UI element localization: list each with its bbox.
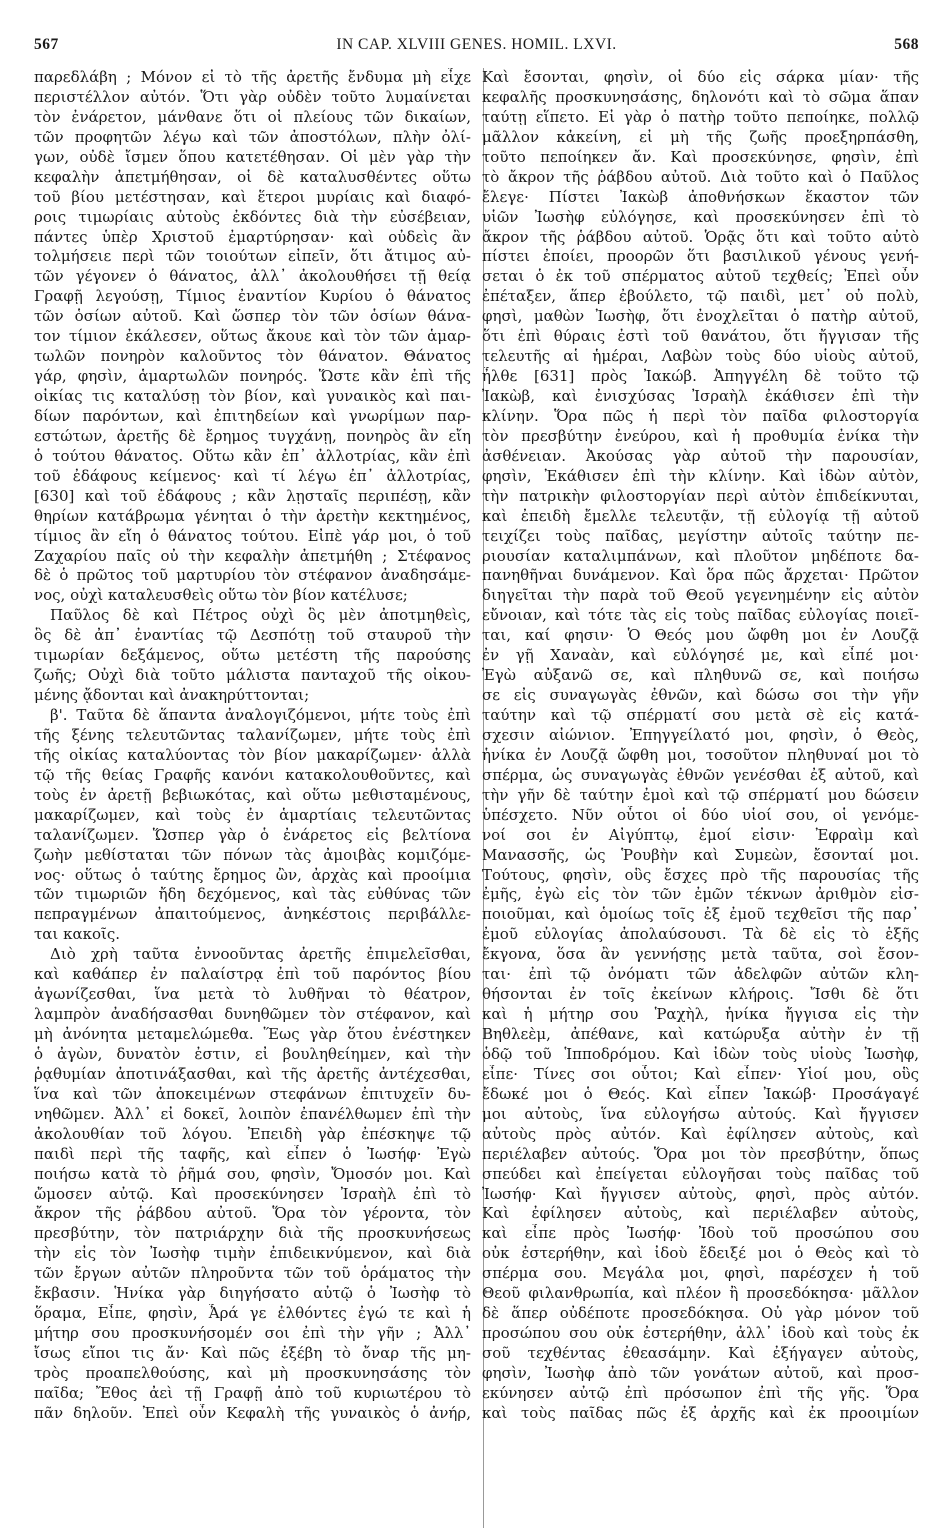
- text-line: κλίνην. Ὅρα πῶς ἡ περὶ τὸν παῖδα φιλοστοργία: [482, 406, 919, 425]
- text-line: τειχίζει τοὺς παῖδας, μεγίστην αὐτοῖς ταύτην πε-: [482, 526, 919, 545]
- text-line: ζωὴν μεθίσταται τῶν πόνων τὰς ἀμοιβὰς κομιζόμε-: [34, 845, 471, 864]
- text-line: ζωῆς; Οὐχὶ διὰ τοῦτο μάλιστα πανταχοῦ τῆς οἰκου-: [34, 666, 471, 685]
- text-line: ὁδῷ τοῦ Ἱπποδρόμου. Καὶ ἰδὼν τοὺς υἱοὺς Ἰωσὴφ,: [482, 1044, 919, 1063]
- text-line: τοῦ ἐδάφους κείμενος· καὶ τί λέγω ἐπ᾽ ἀλλοτρίας,: [34, 466, 471, 485]
- text-line: ἦλθε [631] πρὸς Ἰακώβ. Ἀπηγγέλη δὲ τοῦτο τῷ: [482, 367, 919, 386]
- text-line: κεφαλὴν ἀπετμήθησαν, οἱ δὲ καταλυσθέντες οὕτω: [34, 167, 471, 186]
- text-line: φησὶ, μαθὼν Ἰωσὴφ, ὅτι ἐνοχλεῖται ὁ πατὴρ αὐτοῦ,: [482, 307, 919, 326]
- running-title: IN CAP. XLVIII GENES. HOMIL. LXVI.: [336, 36, 617, 53]
- text-line: ἀκολουθίαν τοῦ λόγου. Ἐπειδὴ γὰρ ἐπέσκηψε τῷ: [34, 1124, 471, 1143]
- text-line: καὶ ἐπειδὴ ἔμελλε τελευτᾷν, τῇ εὐλογίᾳ τῇ αὐτοῦ: [482, 506, 919, 525]
- text-line: πάντες ὑπὲρ Χριστοῦ ἐμαρτύρησαν· καὶ οὐδεὶς ἂν: [34, 227, 471, 246]
- text-line: καὶ καθάπερ ἐν παλαίστρᾳ ἐπὶ τοῦ παρόντος βίου: [34, 965, 471, 984]
- page-number-right: 568: [894, 36, 919, 53]
- text-line: Διὸ χρὴ ταῦτα ἐννοοῦντας ἀρετῆς ἐπιμελεῖσθαι,: [50, 945, 471, 964]
- text-line: ὁ τούτου θάνατος. Οὕτω κἂν ἐπ᾽ ἀλλοτρίας, κἂν ἐπὶ: [34, 446, 471, 465]
- text-line: ἐπέταξεν, ἅπερ ἐβούλετο, τῷ παιδὶ, μετ᾽ οὐ πολὺ,: [482, 287, 919, 306]
- text-line: πανηθῆναι δυνάμενον. Καὶ ὅρα πῶς ἄρχεται· Πρῶτον: [482, 566, 919, 585]
- text-line: σπέρμα σου. Μεγάλα μοι, φησὶ, παρέσχεν ἡ τοῦ: [482, 1264, 919, 1283]
- text-line: ταύτῃ εἵπετο. Εἰ γὰρ ὁ πατὴρ τοῦτο πεποίηκε, πολλῷ: [482, 107, 919, 126]
- text-line: ριουσίαν καταλιμπάνων, καὶ πλοῦτον μηδέποτε δα-: [482, 546, 919, 565]
- text-line: τελευτῆς αἱ ἡμέραι, Λαβὼν τοὺς δύο υἱοὺς αὐτοῦ,: [482, 347, 919, 366]
- text-line: τῶν τιμωριῶν ἤδη δεχόμενος, καὶ τὰς εὐθύνας τῶν: [34, 885, 471, 904]
- text-line: Καὶ ἐφίλησεν αὐτοὺς, καὶ περιέλαβεν αὐτοὺς,: [482, 1204, 919, 1223]
- text-line: φησὶν, Ἰωσὴφ ἀπὸ τῶν γονάτων αὐτοῦ, καὶ προσ-: [482, 1363, 919, 1382]
- text-line: εὔνοιαν, καὶ τότε τὰς εἰς τοὺς παῖδας εὐλογίας ποιεῖ-: [482, 606, 919, 625]
- text-line: προσώπου σου οὐκ ἐστερήθην, ἀλλ᾽ ἰδοὺ καὶ τοὺς ἐκ: [482, 1324, 919, 1343]
- text-line: ῥᾳθυμίαν ἀποτινάξασθαι, καὶ τῆς ἀρετῆς ἀντέχεσθαι,: [34, 1064, 471, 1083]
- text-line: ὃς δὲ ἀπ᾽ ἐναντίας τῷ Δεσπότῃ τοῦ σταυροῦ τὴν: [34, 626, 471, 645]
- text-line: Καὶ ἔσονται, φησὶν, οἱ δύο εἰς σάρκα μίαν· τῆς: [482, 68, 919, 86]
- text-line: [630] καὶ τοῦ ἐδάφους ; κἂν λῃσταῖς περιπέσῃ, κἂν: [34, 486, 471, 505]
- text-line: ὅτι ἐπὶ θύραις ἐστὶ τοῦ θανάτου, ὅτι ἤγγισαν τῆς: [482, 327, 919, 346]
- text-line: μακαρίζωμεν, καὶ τοὺς ἐν ἁμαρτίαις τελευτῶντας: [34, 805, 471, 824]
- text-line: λαμπρὸν ἀναδήσασθαι δυνηθῶμεν τὸν στέφανον, καὶ: [34, 1005, 471, 1024]
- text-line: σε εἰς συναγωγὰς ἐθνῶν, καὶ δώσω σοι τὴν γῆν: [482, 686, 919, 705]
- text-line: τὸ ἄκρον τῆς ῥάβδου αὐτοῦ. Διὰ τοῦτο καὶ ὁ Παῦλος: [482, 167, 919, 186]
- text-line: ἵνα καὶ τῶν ἀποκειμένων στεφάνων ἐπιτυχεῖν δυ-: [34, 1084, 471, 1103]
- text-line: τον τίμιον ἐκάλεσεν, οὕτως ἄκουε καὶ τὸν τῶν ἁμαρ-: [34, 327, 471, 346]
- text-line: τῷ τῆς θείας Γραφῆς κανόνι κατακολουθοῦντες, καὶ: [34, 765, 471, 784]
- text-line: ται· ἐπὶ τῷ ὀνόματι τῶν ἀδελφῶν αὐτῶν κλη-: [482, 965, 919, 984]
- text-line: ροις τιμωρίαις αὐτοὺς ἐκδόντες διὰ τὴν εὐσέβειαν,: [34, 207, 471, 226]
- text-line: τὴν πατρικὴν φιλοστοργίαν περὶ αὐτὸν ἐπιδείκνυται,: [482, 486, 919, 505]
- text-line: τῶν γέγονεν ὁ θάνατος, ἀλλ᾽ ἀκολουθήσει τῇ θείᾳ: [34, 267, 471, 286]
- text-line: περιέλαβεν αὐτούς. Ὅρα μοι τὸν πρεσβύτην, ὅπως: [482, 1144, 919, 1163]
- text-line: πεπραγμένων ἀπαιτούμενος, ἀνηκέστοις περιβάλλε-: [34, 905, 471, 924]
- text-line: τίμιος ἂν εἴη ὁ θάνατος τούτου. Εἰπὲ γάρ μοι, ὁ τοῦ: [34, 526, 471, 545]
- text-line: ται, καί φησιν· Ὁ Θεός μου ὤφθη μοι ἐν Λουζᾷ: [482, 626, 919, 645]
- text-line: τὴν εἰς τὸν Ἰωσὴφ τιμὴν ἐπιδεικνύμενον, καὶ διὰ: [34, 1244, 471, 1263]
- text-line: ὤμοσεν αὐτῷ. Καὶ προσεκύνησεν Ἰσραὴλ ἐπὶ τὸ: [34, 1184, 471, 1203]
- text-line: παιδὶ περὶ τῆς ταφῆς, καὶ εἶπεν ὁ Ἰωσήφ· Ἐγὼ: [34, 1144, 471, 1163]
- text-line: κεφαλῆς προσκυνησάσης, δηλονότι καὶ τὸ σῶμα ἅπαν: [482, 87, 919, 106]
- text-line: παῖδα; Ἔθος ἀεὶ τῇ Γραφῇ ἀπὸ τοῦ κυριωτέρου τὸ: [34, 1383, 471, 1402]
- text-line: νοί σοι ἐν Αἰγύπτῳ, ἐμοί εἰσιν· Ἐφραὶμ καὶ: [482, 825, 919, 844]
- text-line: ὑπέσχετο. Νῦν οὗτοι οἱ δύο υἱοί σου, οἱ γενόμε-: [482, 805, 919, 824]
- text-line: παρεδλάβη ; Μόνον εἰ τὸ τῆς ἀρετῆς ἔνδυμα μὴ εἶχε: [34, 68, 471, 86]
- page-number-left: 567: [34, 36, 59, 53]
- text-line: τοῦ βίου μετέστησαν, καὶ ἕτεροι μυρίαις καὶ διαφό-: [34, 187, 471, 206]
- text-line: τολμήσειε περὶ τῶν τοιούτων εἰπεῖν, ὅτι ἄτιμος αὐ-: [34, 247, 471, 266]
- text-line: αὐτοὺς πρὸς αὐτόν. Καὶ ἐφίλησεν αὐτοὺς, καὶ: [482, 1124, 919, 1143]
- text-line: ὁ ἀγὼν, δυνατὸν ἐστιν, εἰ βουληθείημεν, καὶ τὴν: [34, 1044, 471, 1063]
- text-line: ἡνίκα ἐν Λουζᾷ ὤφθη μοι, τοσοῦτον πληθυναί μοι τὸ: [482, 745, 919, 764]
- text-line: Ζαχαρίου παῖς οὐ τὴν κεφαλὴν ἀπετμήθη ; Στέφανος: [34, 546, 471, 565]
- text-line: ἔδωκέ μοι ὁ Θεός. Καὶ εἶπεν Ἰακώβ· Προσάγαγέ: [482, 1084, 919, 1103]
- text-line: ἐν γῇ Χαναὰν, καὶ εὐλόγησέ με, καὶ εἶπέ μοι·: [482, 646, 919, 665]
- text-line: σεται ὁ ἐκ τοῦ σπέρματος αὐτοῦ τεχθείς; Ἐπεὶ οὖν: [482, 267, 919, 286]
- text-line: τῶν προφητῶν λέγω καὶ τῶν ἀποστόλων, πλὴν ὀλί-: [34, 127, 471, 146]
- text-line: ἔκγονα, ὅσα ἂν γεννήσῃς μετὰ ταῦτα, σοὶ ἔσον-: [482, 945, 919, 964]
- text-line: τωλῶν πονηρὸν καλοῦντος τὸν θάνατον. Θάνατος: [34, 347, 471, 366]
- text-line: εἶπε· Τίνες σοι οὗτοι; Καὶ εἶπεν· Υἱοί μου, οὓς: [482, 1064, 919, 1083]
- text-line: Θεοῦ φιλανθρωπία, καὶ πλέον ἢ προσεδόκησα· μᾶλλον: [482, 1284, 919, 1303]
- text-line: περιστέλλον αὐτόν. Ὅτι γὰρ οὐδὲν τοῦτο λυμαίνεται: [34, 87, 471, 106]
- text-line: ταλανίζωμεν. Ὥσπερ γὰρ ὁ ἐνάρετος εἰς βελτίονα: [34, 825, 471, 844]
- text-line: ἄκρον τῆς ῥάβδου αὐτοῦ. Ὅρα τὸν γέροντα, τὸν: [34, 1204, 471, 1223]
- text-line: τὸν ἐνάρετον, μάνθανε ὅτι οἱ πλείους τῶν δικαίων,: [34, 107, 471, 126]
- text-line: εκύνησεν αὐτῷ ἐπὶ πρόσωπον ἐπὶ τῆς γῆς. Ὅρα: [482, 1383, 919, 1402]
- text-line: γων, οὐδὲ ἴσμεν ὅπου κατετέθησαν. Οἱ μὲν γὰρ τὴν: [34, 147, 471, 166]
- text-line: Ἐγὼ αὐξανῶ σε, καὶ πληθυνῶ σε, καὶ ποιήσω: [482, 666, 919, 685]
- text-line: τοὺς ἐν ἀρετῇ βεβιωκότας, καὶ οὕτω μεθισταμένους,: [34, 785, 471, 804]
- text-line: υἱῶν Ἰωσὴφ εὐλόγησε, καὶ προσεκύνησεν ἐπὶ τὸ: [482, 207, 919, 226]
- text-line: Παῦλος δὲ καὶ Πέτρος οὐχὶ ὃς μὲν ἀποτμηθεὶς,: [50, 606, 471, 625]
- running-header: [34, 36, 919, 60]
- text-line: τῆς οἰκίας καταλύοντας τὸν βίον μακαρίζωμεν· ἀλλὰ: [34, 745, 471, 764]
- text-line: σοῦ τεχθέντας ἐθεασάμην. Καὶ ἐξήγαγεν αὐτοὺς,: [482, 1344, 919, 1362]
- text-line: νος, οὐχὶ καταλευσθεὶς οὕτω τὸν βίον κατέλυσε;: [34, 586, 408, 605]
- text-line: Ἰακὼβ, καὶ ἐνισχύσας Ἰσραὴλ ἐκάθισεν ἐπὶ τὴν: [482, 387, 919, 405]
- text-line: ἐμοῦ εὐλογίας ἀπολαύσουσι. Τὰ δὲ εἰς τὸ ἑξῆς: [482, 925, 919, 944]
- text-line: θηρίων κατάβρωμα γένηται ὁ τὴν ἀρετὴν κεκτημένος,: [34, 506, 471, 525]
- text-line: σπέρμα, ὡς συναγωγὰς ἐθνῶν γενέσθαι ἐξ αὐτοῦ, καὶ: [482, 765, 919, 784]
- text-line: Γραφῇ λεγούσῃ, Τίμιος ἐναντίον Κυρίου ὁ θάνατος: [34, 287, 471, 306]
- text-line: μᾶλλον κἀκείνη, εἰ μὴ τῆς ζωῆς προεξηρπάσθη,: [482, 127, 919, 146]
- text-line: καὶ τοὺς παῖδας πῶς ἐξ ἀρχῆς καὶ ἐκ προοιμίων: [482, 1403, 919, 1422]
- text-line: μοι αὐτοὺς, ἵνα εὐλογήσω αὐτούς. Καὶ ἤγγισεν: [482, 1104, 919, 1123]
- text-line: μὴ ἀνόνητα μεταμελώμεθα. Ἕως γὰρ ὅτου ἐνέστηκεν: [34, 1025, 471, 1043]
- text-line: γάρ, φησὶν, ἁμαρτωλῶν πονηρός. Ὥστε κἂν ἐπὶ τῆς: [34, 367, 471, 386]
- text-line: ἀγωνίζεσθαι, ἵνα μετὰ τὸ λυθῆναι τὸ θέατρον,: [34, 985, 471, 1004]
- right-column: [482, 68, 919, 1528]
- text-line: νηθῶμεν. Ἀλλ᾽ εἰ δοκεῖ, λοιπὸν ἐπανέλθωμεν ἐπὶ τὴν: [34, 1104, 471, 1123]
- text-columns: [34, 68, 919, 1528]
- text-line: νος· οὕτως ὁ ταύτης ἔρημος ὢν, ἀρχὰς καὶ προοίμια: [34, 865, 471, 884]
- text-line: ποιήσω κατὰ τὸ ῥῆμά σου, φησὶν, Ὄμοσόν μοι. Καὶ: [34, 1164, 471, 1183]
- text-line: θήσονται ἐν τοῖς ἐκείνων κλήροις. Ἴσθι δὲ ὅτι: [482, 985, 919, 1004]
- text-line: Τούτους, φησὶν, οὓς ἔσχες πρὸ τῆς παρουσίας τῆς: [482, 865, 919, 884]
- text-line: τοῦτο πεποίηκεν ἄν. Καὶ προσεκύνησε, φησὶν, ἐπὶ: [482, 147, 919, 166]
- text-line: πρεσβύτην, τὸν πατριάρχην διὰ τῆς προσκυνήσεως: [34, 1224, 471, 1243]
- text-line: Ἰωσήφ· Καὶ ἤγγισεν αὐτοὺς, φησὶ, πρὸς αὐτόν.: [482, 1184, 919, 1203]
- text-line: διηγεῖται τὴν παρὰ τοῦ Θεοῦ γεγενημένην εἰς αὐτὸν: [482, 586, 919, 605]
- left-column: [34, 68, 471, 1528]
- text-line: μήτηρ σου προσκυνήσομέν σοι ἐπὶ τὴν γῆν ; Ἀλλ᾽: [34, 1324, 471, 1343]
- text-line: δὲ ἅπερ οὐδέποτε προσεδόκησα. Οὐ γὰρ μόνον τοῦ: [482, 1304, 919, 1323]
- text-line: δίων παρόντων, καὶ ἐπιτηδείων καὶ γνωρίμων παρ-: [34, 406, 471, 425]
- text-line: οὐκ ἐστερήθην, καὶ ἰδοὺ ἔδειξέ μοι ὁ Θεὸς καὶ τὸ: [482, 1244, 919, 1263]
- text-line: τῶν ἔργων αὐτῶν πληροῦντα τῶν τοῦ ὁράματος τὴν: [34, 1264, 471, 1283]
- text-line: τιμωρίαν δεξάμενος, οὕτω μετέστη τῆς παρούσης: [34, 646, 471, 665]
- text-line: ἴσως εἴποι τις ἄν· Καὶ πῶς ἐξέβη τὸ ὄναρ τῆς μη-: [34, 1344, 471, 1362]
- text-line: Βηθλεὲμ, ἀπέθανε, καὶ κατώρυξα αὐτὴν ἐν τῇ: [482, 1025, 919, 1043]
- text-line: ἄκρον τῆς ῥάβδου αὐτοῦ. Ὁρᾷς ὅτι καὶ τοῦτο αὐτὸ: [482, 227, 919, 246]
- text-line: πᾶν δηλοῦν. Ἐπεὶ οὖν Κεφαλὴ τῆς γυναικὸς ὁ ἀνήρ,: [34, 1403, 471, 1422]
- text-line: σχεσιν αἰώνιον. Ἐπηγγείλατό μοι, φησὶν, ὁ Θεὸς,: [482, 725, 919, 744]
- text-line: εστώτων, ἀρετῆς δὲ ἔρημος τυγχάνῃ, πονηρὸς ἂν εἴη: [34, 426, 471, 445]
- text-line: τρὸς προαπελθούσης, καὶ μὴ προσκυνησάσης τὸν: [34, 1363, 471, 1382]
- text-line: τὴν γῆν δὲ ταύτην ἐμοὶ καὶ τῷ σπέρματί μου δώσειν: [482, 785, 919, 804]
- text-line: καὶ ἡ μήτηρ σου Ῥαχὴλ, ἡνίκα ἤγγισα εἰς τὴν: [482, 1005, 919, 1024]
- text-line: τῆς ξένης τελευτῶντας ταλανίζωμεν, μήτε τοὺς ἐπὶ: [34, 725, 471, 744]
- text-line: Μανασσῆς, ὡς Ῥουβὴν καὶ Συμεὼν, ἔσονταί μοι.: [482, 845, 919, 864]
- text-line: καὶ εἶπε πρὸς Ἰωσήφ· Ἰδοὺ τοῦ προσώπου σου: [482, 1224, 919, 1243]
- text-line: μένης ᾄδονται καὶ ἀνακηρύττονται;: [34, 686, 310, 705]
- text-line: τὸν πρεσβύτην ἐνεύρου, καὶ ἡ προθυμία ἐνίκα τὴν: [482, 426, 919, 445]
- text-line: σπεύδει καὶ ἐπείγεται εὐλογῆσαι τοὺς παῖδας τοῦ: [482, 1164, 919, 1183]
- text-line: ἔκβασιν. Ἡνίκα γὰρ διηγήσατο αὐτῷ ὁ Ἰωσὴφ τὸ: [34, 1284, 471, 1303]
- text-line: πίστει ἐποίει, προορῶν ὅτι βασιλικοῦ γένους γενή-: [482, 247, 919, 266]
- text-line: ἐμῆς, ἐγὼ εἰς τὸν τῶν ἐμῶν τέκνων ἀριθμὸν εἰσ-: [482, 885, 919, 904]
- text-line: β'. Ταῦτα δὲ ἅπαντα ἀναλογιζόμενοι, μήτε τοὺς ἐπὶ: [50, 706, 471, 724]
- text-line: ται κακοῖς.: [34, 925, 121, 944]
- text-line: οἰκίας τις καταλύσῃ τὸν βίον, καὶ γυναικὸς καὶ παι-: [34, 387, 471, 405]
- text-line: δὲ ὁ πρῶτος τοῦ μαρτυρίου τὸν στέφανον ἀναδησάμε-: [34, 566, 471, 585]
- text-line: τῶν ὁσίων αὐτοῦ. Καὶ ὥσπερ τὸν τῶν ὁσίων θάνα-: [34, 307, 471, 326]
- text-line: ἀσθένειαν. Ἀκούσας γὰρ αὐτοῦ τὴν παρουσίαν,: [482, 446, 919, 465]
- text-line: ἔλεγε· Πίστει Ἰακὼβ ἀποθνήσκων ἕκαστον τῶν: [482, 187, 919, 206]
- text-line: ποιοῦμαι, καὶ ὁμοίως τοῖς ἐξ ἐμοῦ τεχθεῖσι τῆς παρ᾽: [482, 905, 919, 924]
- text-line: φησὶν, Ἐκάθισεν ἐπὶ τὴν κλίνην. Καὶ ἰδὼν αὐτὸν,: [482, 466, 919, 485]
- text-line: ταύτην καὶ τῷ σπέρματί σου μετὰ σὲ εἰς κατά-: [482, 706, 919, 724]
- text-line: ὅραμα, Εἶπε, φησὶν, Ἆρά γε ἐλθόντες ἐγώ τε καὶ ἡ: [34, 1304, 471, 1323]
